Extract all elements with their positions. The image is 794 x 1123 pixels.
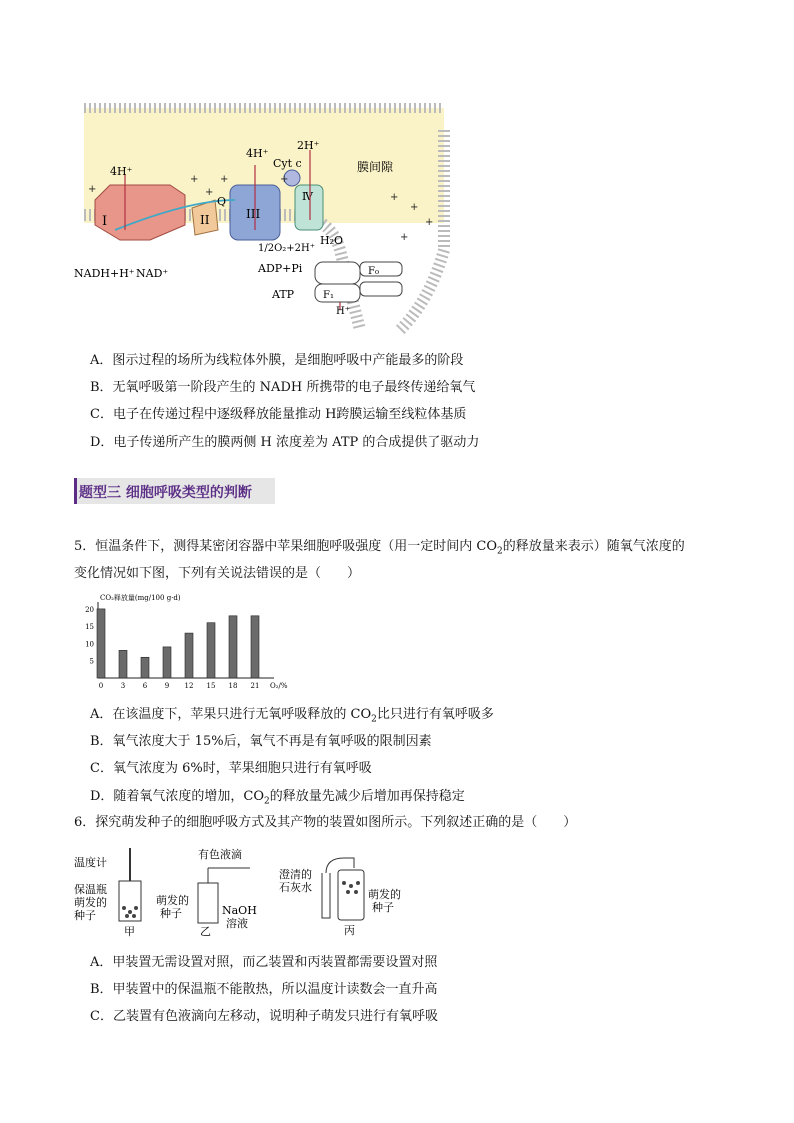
chart-xtick-label: 0 xyxy=(98,682,104,690)
q5-option-c[interactable] xyxy=(90,757,372,776)
q5-option-c-text: C．氧气浓度为 6%时，苹果细胞只进行有氧呼吸 xyxy=(90,761,372,776)
naoh-label: NaOH xyxy=(222,904,257,917)
atp-label: ATP xyxy=(272,288,295,301)
flask-label: 保温瓶 xyxy=(74,883,107,896)
chart-ytick-label: 10 xyxy=(85,640,94,649)
section-title xyxy=(74,478,275,504)
complex-ii-label: II xyxy=(200,213,210,227)
q5-option-d[interactable] xyxy=(90,785,465,807)
chart-ytick-label: 15 xyxy=(85,623,94,632)
q5-option-b-text: B．氧气浓度大于 15%后，氧气不再是有氧呼吸的限制因素 xyxy=(90,734,432,749)
bing-bottle-icon xyxy=(338,870,364,920)
chart-xtick-label: 18 xyxy=(228,682,238,690)
complex-iii-label: III xyxy=(246,207,261,221)
svg-text:+: + xyxy=(190,174,199,185)
chart-ytick-label: 20 xyxy=(85,605,94,614)
atp-synthase-f0-right xyxy=(360,262,402,276)
jia-label: 甲 xyxy=(124,925,135,938)
yi-label: 乙 xyxy=(200,925,211,938)
svg-text:+: + xyxy=(410,202,419,213)
intermembrane-space-label: 膜间隙 xyxy=(357,160,394,174)
bing-label: 丙 xyxy=(344,924,355,937)
complex-i-label: I xyxy=(102,214,108,229)
q5-option-a-pre: A．在该温度下，苹果只进行无氧呼吸释放的 CO xyxy=(90,707,372,722)
q4-option-b[interactable]: B．无氧呼吸第一阶段产生的 NADH 所携带的电子最终传递给氧气 xyxy=(90,380,476,395)
nad-label: NAD⁺ xyxy=(136,267,169,280)
lime-label-2: 石灰水 xyxy=(279,881,312,894)
seeds1-label-a: 萌发的 xyxy=(74,896,107,909)
chart-xtick-label: 3 xyxy=(120,682,126,690)
thermos-flask-icon xyxy=(119,881,141,921)
q6-option-b[interactable]: B．甲装置中的保温瓶不能散热，所以温度计读数会一直升高 xyxy=(90,982,438,997)
thermometer-label: 温度计 xyxy=(74,856,107,869)
seeds1-label-b: 种子 xyxy=(74,909,96,922)
chart-bar xyxy=(119,650,127,678)
svg-text:+: + xyxy=(205,187,214,198)
q5-option-b[interactable] xyxy=(90,730,432,749)
chart-bar xyxy=(229,616,237,678)
svg-text:+: + xyxy=(390,192,399,203)
h4-left-label: 4H⁺ xyxy=(110,165,133,178)
seeds3-label-a: 萌发的 xyxy=(368,888,401,901)
svg-text:+: + xyxy=(425,217,434,228)
atp-synthase-f1 xyxy=(315,284,360,302)
chart-ytick-label: 5 xyxy=(89,657,94,666)
svg-text:+: + xyxy=(88,184,97,195)
adp-label: ADP+Pi xyxy=(258,262,303,275)
q5-stem-line1 xyxy=(74,535,685,557)
h4-mid-label: 4H⁺ xyxy=(246,147,269,160)
q5-option-a-post: 比只进行有氧呼吸多 xyxy=(376,707,494,722)
bing-tube-icon xyxy=(322,873,330,918)
q5-option-d-post: 的释放量先减少后增加再保持稳定 xyxy=(269,789,465,804)
seeds2-label-a: 萌发的 xyxy=(156,894,189,907)
chart-bar xyxy=(141,657,149,678)
q5-option-d-sub: 2 xyxy=(264,796,270,807)
complex-i-shape xyxy=(95,185,185,240)
q5-stem-line2: 变化情况如下图，下列有关说法错误的是（ ） xyxy=(74,566,361,581)
chart-xtick-label: 12 xyxy=(184,682,194,690)
yi-flask-icon xyxy=(198,883,218,923)
section-title-text: 题型三 细胞呼吸类型的判断 xyxy=(79,485,252,501)
chart-xtick-label: 6 xyxy=(142,682,148,690)
chart-bar xyxy=(251,616,259,678)
cytc-label: Cyt c xyxy=(273,157,302,170)
seeds3-label-b: 种子 xyxy=(372,901,394,914)
f0-label: F₀ xyxy=(368,266,379,277)
svg-text:+: + xyxy=(220,174,229,185)
chart-xlabel: O₂/% xyxy=(270,682,288,690)
seeds2-label-b: 种子 xyxy=(160,907,182,920)
svg-text:+: + xyxy=(280,174,289,185)
q-label: Q xyxy=(217,195,227,208)
q6-stem: 6．探究萌发种子的细胞呼吸方式及其产物的装置如图所示。下列叙述正确的是（ ） xyxy=(74,815,577,830)
chart-xtick-label: 9 xyxy=(164,682,170,690)
chart-bar xyxy=(163,647,171,678)
q4-option-a[interactable]: A．图示过程的场所为线粒体外膜，是细胞呼吸中产能最多的阶段 xyxy=(90,353,464,368)
lime-label-1: 澄清的 xyxy=(279,868,312,881)
q5-option-a[interactable] xyxy=(90,703,494,725)
q4-option-c[interactable]: C．电子在传递过程中逐级释放能量推动 H跨膜运输至线粒体基质 xyxy=(90,407,467,422)
atp-synthase-f1-right xyxy=(360,282,402,296)
chart-xtick-label: 15 xyxy=(206,682,216,690)
h-plus-label: H⁺ xyxy=(336,306,350,317)
q5-stem-part1: 5．恒温条件下，测得某密闭容器中苹果细胞呼吸强度（用一定时间内 CO xyxy=(74,539,498,554)
chart-bar xyxy=(207,623,215,678)
apparatus-diagram xyxy=(72,838,432,938)
drop-label: 有色液滴 xyxy=(198,848,242,861)
chart-bar xyxy=(185,633,193,678)
oxygen-label: 1/2O₂+2H⁺ xyxy=(258,243,316,254)
svg-text:+: + xyxy=(400,232,409,243)
q6-option-a[interactable]: A．甲装置无需设置对照，而乙装置和丙装置都需要设置对照 xyxy=(90,955,438,970)
q5-stem-part2: 的释放量来表示）随氧气浓度的 xyxy=(502,539,685,554)
co2-bar-chart xyxy=(84,590,294,690)
mitochondria-diagram xyxy=(70,100,450,340)
chart-xtick-label: 21 xyxy=(250,682,260,690)
complex-iv-label: Ⅳ xyxy=(302,190,313,203)
q5-option-a-sub: 2 xyxy=(371,714,377,725)
nadh-label: NADH+H⁺ xyxy=(74,267,135,280)
naoh2-label: 溶液 xyxy=(226,917,248,930)
q6-option-c[interactable]: C．乙装置有色液滴向左移动，说明种子萌发只进行有氧呼吸 xyxy=(90,1009,438,1024)
f1-label: F₁ xyxy=(323,290,334,301)
q5-option-d-pre: D．随着氧气浓度的增加，CO xyxy=(90,789,265,804)
q5-stem-sub: 2 xyxy=(497,546,503,557)
atp-synthase-f0-left xyxy=(315,262,360,284)
water-label: H₂O xyxy=(320,234,344,247)
chart-ylabel: CO₂释放量(mg/100 g·d) xyxy=(100,594,181,602)
q4-option-d[interactable]: D．电子传递所产生的膜两侧 H 浓度差为 ATP 的合成提供了驱动力 xyxy=(90,435,480,450)
chart-bar xyxy=(97,609,105,678)
h2-label: 2H⁺ xyxy=(297,139,320,152)
